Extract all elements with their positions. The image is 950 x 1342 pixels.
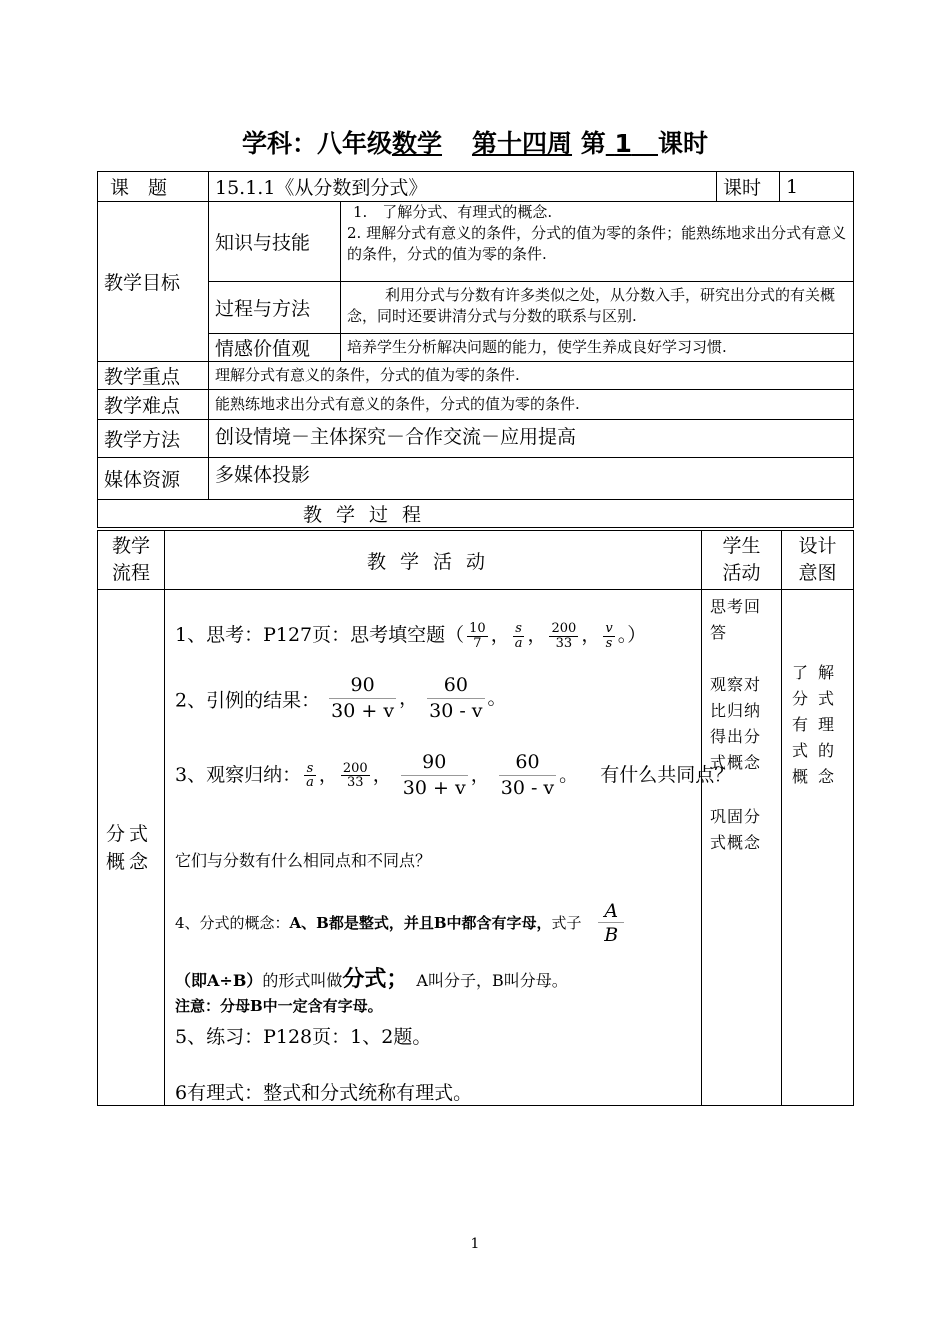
fraction-60-30-minus-v-2: $\frac{60}{30 - v}$ [500,751,555,799]
student-activity-3: 巩固分式概念 [710,807,762,852]
item-5: 5、练习：P128页：1、2题。 [175,1026,432,1048]
title-lesson-num: 1 [614,129,632,158]
flow-name: 分式概念 [98,590,165,1106]
title-week: 第十四周 [472,129,573,158]
col-design-header: 设计意图 [782,531,854,590]
question-line: 它们与分数有什么相同点和不同点？ [175,851,432,870]
knowledge-text [341,202,854,282]
objectives-label: 教学目标 [98,202,209,362]
difficulties-value: 能熟练地求出分式有意义的条件，分式的值为零的条件. [209,390,854,420]
fraction-10-7: $\frac{10}{7}$ [469,620,486,651]
teaching-process-table [97,530,854,1106]
key-points-label: 教学重点 [98,362,209,390]
note-line: 注意：分母B中一定含有字母。 [175,997,383,1015]
knowledge-line-1: 1. 了解分式、有理式的概念. [353,203,553,221]
teaching-activity [165,590,734,1106]
hours-label: 课时 [717,172,780,202]
key-points-value: 理解分式有意义的条件，分式的值为零的条件. [209,362,854,390]
media-label: 媒体资源 [98,458,209,500]
fraction-s-a: $\frac{s}{a}$ [514,620,523,651]
item-3: 3、观察归纳： $\frac{s}{a}$ ， $\frac{200}{33}$ ， $\frac{90}{30 + v}$ ， $\frac{60}{30 - v}$ 。 有什么共同点？ [175,751,734,799]
process-title: 教学过程 [98,500,854,528]
knowledge-label: 知识与技能 [209,202,341,282]
student-activity [702,590,782,1106]
fraction-90-30-plus-v-2: $\frac{90}{30 + v}$ [402,751,466,799]
col-flow-header: 教学流程 [98,531,165,590]
item-4: 4、分式的概念：A、B都是整式，并且B中都含有字母，式子 $\frac{A}{B}$ [175,902,627,946]
difficulties-label: 教学难点 [98,390,209,420]
col-activity-header: 教学活动 [165,531,702,590]
process-text: 利用分式与分数有许多类似之处，从分数入手，研究出分式的有关概念，同时还要讲清分式与分数的联系与区别. [341,282,854,334]
methods-value: 创设情境－主体探究－合作交流－应用提高 [209,420,854,458]
fraction-200-33-2: $\frac{200}{33}$ [342,760,368,791]
fraction-60-30-minus-v: $\frac{60}{30 - v}$ [429,674,483,722]
process-label: 过程与方法 [209,282,341,334]
methods-label: 教学方法 [98,420,209,458]
fraction-a-b: $\frac{A}{B}$ [598,902,624,946]
student-activity-2: 观察对比归纳得出分式概念 [710,675,762,772]
design-intent-text: 了解分式有理式的概念 [792,663,845,786]
topic-label: 课 题 [98,172,209,202]
hours-value: 1 [780,172,854,202]
fraction-200-33: $\frac{200}{33}$ [551,620,577,651]
fraction-90-30-plus-v: $\frac{90}{30 + v}$ [331,674,395,722]
lesson-info-table [97,171,854,528]
item-4-definition: （即A÷B）的形式叫做分式； A叫分子，B叫分母。 [175,966,568,992]
topic-value: 15.1.1《从分数到分式》 [209,172,717,202]
emotion-label: 情感价值观 [209,334,341,362]
title-lesson-pre: 第 [580,129,606,158]
title-lesson-post: 课时 [658,129,709,158]
page-number: 1 [470,1236,480,1252]
student-activity-1: 思考回答 [710,597,762,642]
item-6: 6有理式：整式和分式统称有理式。 [175,1082,473,1104]
fraction-v-s: $\frac{v}{s}$ [605,620,613,651]
emotion-text: 培养学生分析解决问题的能力，使学生养成良好学习习惯. [341,334,854,362]
media-value: 多媒体投影 [209,458,854,500]
title-prefix: 学科：八年级 [241,129,392,158]
design-intent [782,590,854,1106]
title-subject: 数学 [391,129,442,158]
page-title [0,124,950,160]
item-2: 2、引例的结果： $\frac{90}{30 + v}$ ， $\frac{60}{30 - v}$ 。 [175,674,507,722]
fraction-s-a-2: $\frac{s}{a}$ [306,760,314,791]
col-student-header: 学生活动 [702,531,782,590]
item-1: 1、思考：P127页：思考填空题（ $\frac{10}{7}$ ， $\frac{s}{a}$ ， $\frac{200}{33}$ ， $\frac{v}{s}$ 。） [175,620,647,651]
knowledge-line-2: 2. 理解分式有意义的条件，分式的值为零的条件；能熟练地求出分式有意义的条件，分式的值为零的条件. [347,224,847,263]
